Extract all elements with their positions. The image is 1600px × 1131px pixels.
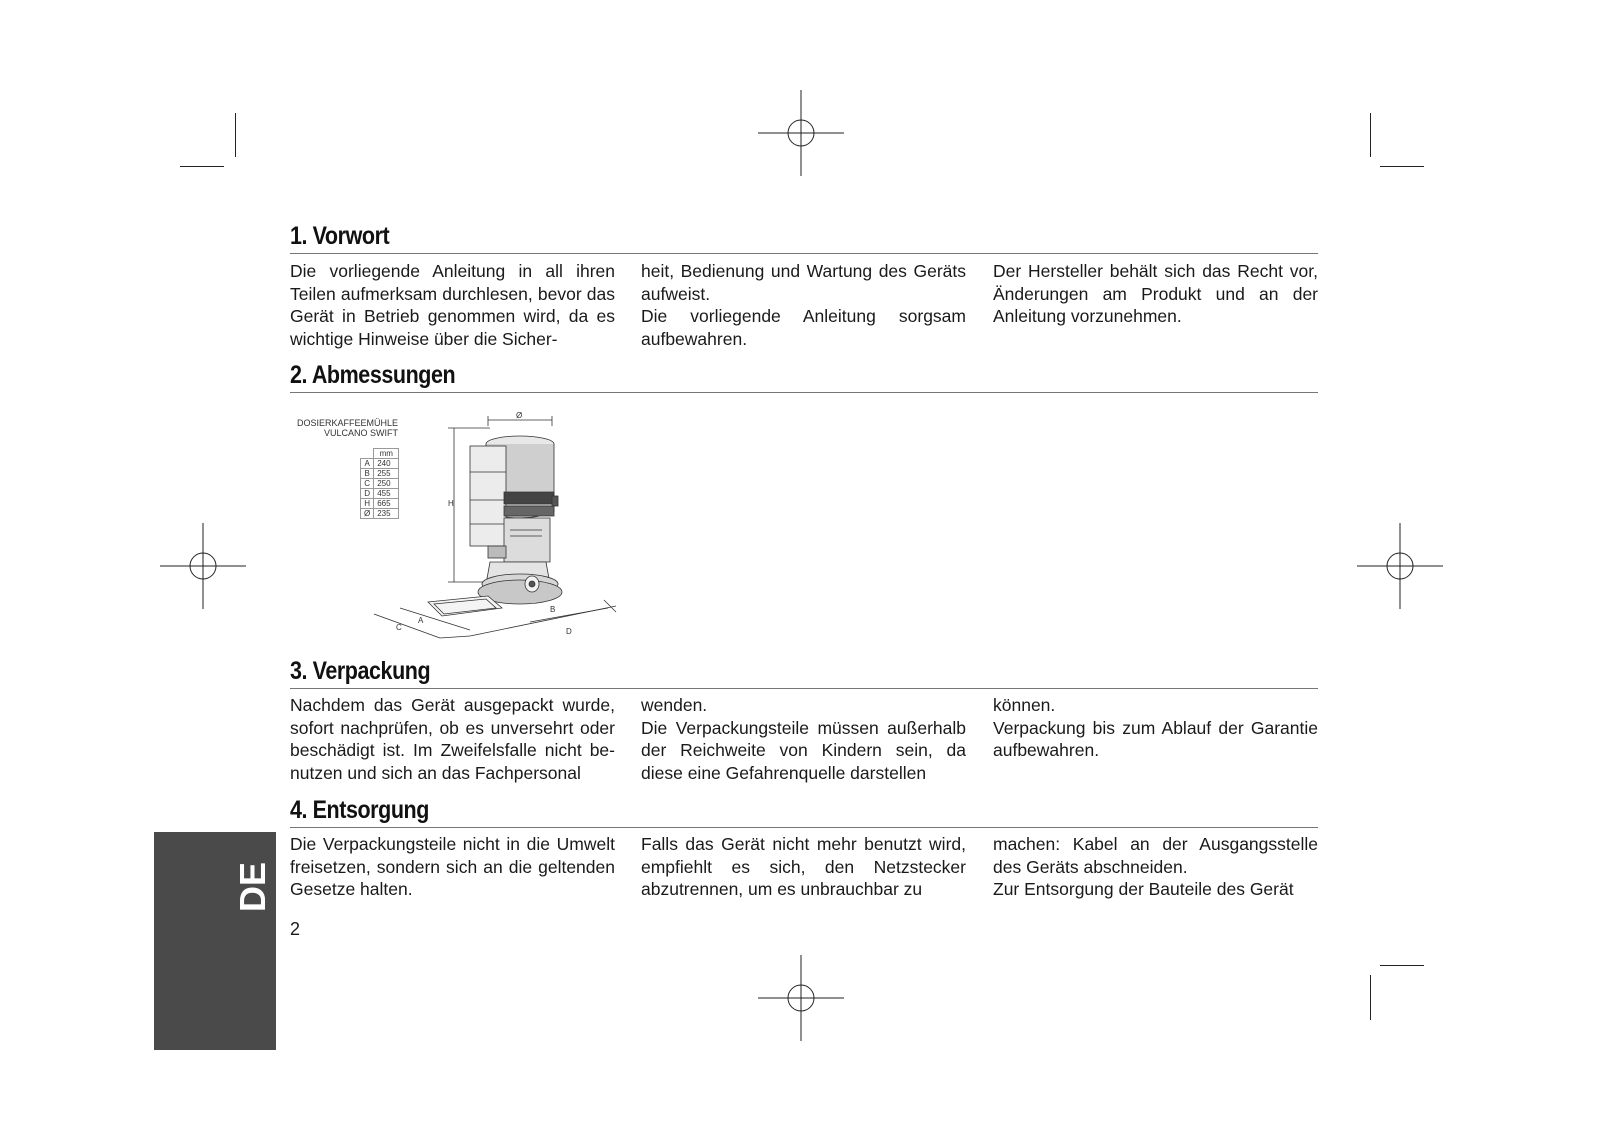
section-divider [290, 253, 1318, 254]
vorwort-text: Die vorliegende Anleitung sorgsam aufbewahren. [641, 306, 966, 349]
height-label: H [448, 499, 454, 508]
diagram-caption-line: VULCANO SWIFT [323, 428, 398, 438]
language-tab-label: DE [232, 861, 273, 912]
verpackung-text: Verpackung bis zum Ablauf der Garantie aufbewahren. [993, 717, 1318, 760]
vorwort-text: Die vorliegende Anleitung in all ihren Teilen aufmerksam durchlesen, bevor das Gerät in Betrieb genommen wird, da es wichtige Hinweise über die Sicher- [290, 261, 615, 349]
verpackung-text: wenden. [641, 695, 708, 715]
dimension-key: A [361, 459, 374, 469]
section-title-abmessungen: 2. Abmessungen [290, 361, 456, 389]
registration-mark-icon [1357, 523, 1443, 609]
section-divider [290, 688, 1318, 689]
vorwort-column-1 [290, 260, 615, 350]
dimension-key: D [361, 489, 374, 499]
dimensions-diagram [290, 412, 640, 652]
entsorgung-column-2 [641, 833, 966, 901]
registration-mark-icon [758, 90, 844, 176]
dimension-key: Ø [361, 509, 374, 519]
entsorgung-text: Falls das Gerät nicht mehr benutzt wird, empfiehlt es sich, den Netzstecker abzutrennen, um es unbrauchbar zu [641, 834, 966, 899]
entsorgung-column-3 [993, 833, 1318, 901]
crop-mark [235, 113, 236, 157]
dimension-a-label: A [418, 616, 424, 625]
registration-mark-icon [160, 523, 246, 609]
coffee-grinder-drawing [370, 412, 640, 652]
dimension-key: H [361, 499, 374, 509]
page-number: 2 [290, 919, 301, 939]
dimension-d-label: D [566, 627, 572, 636]
verpackung-text: Nachdem das Gerät ausgepackt wurde, sofort nachprüfen, ob es unversehrt oder beschädigt ist. Im Zweifelsfalle nicht be- nutzen und sich an das Fachpersonal [290, 695, 615, 783]
dimension-key: B [361, 469, 374, 479]
section-title-entsorgung: 4. Entsorgung [290, 796, 429, 824]
dimension-key: C [361, 479, 374, 489]
verpackung-text: Die Verpackungsteile müssen außerhalb der Reichweite von Kindern sein, da diese eine Gefahrenquelle darstellen [641, 717, 966, 783]
entsorgung-text: machen: Kabel an der Ausgangsstelle des Geräts abschneiden. [993, 834, 1318, 877]
entsorgung-text: Die Verpackungsteile nicht in die Umwelt freisetzen, sondern sich an die geltenden Gesetze halten. [290, 834, 615, 899]
section-title-verpackung: 3. Verpackung [290, 657, 431, 685]
verpackung-column-1 [290, 694, 615, 784]
dimension-value: 665 [374, 499, 399, 509]
registration-mark-icon [758, 955, 844, 1041]
dimension-value: 455 [374, 489, 399, 499]
vorwort-column-3 [993, 260, 1318, 328]
dimension-value: 235 [374, 509, 399, 519]
crop-mark [1380, 166, 1424, 167]
verpackung-column-3 [993, 694, 1318, 762]
section-divider [290, 392, 1318, 393]
diagram-caption-line: DOSIERKAFFEEMÜHLE [296, 418, 398, 428]
crop-mark [1380, 965, 1424, 966]
crop-mark [1370, 113, 1371, 157]
diameter-label: Ø [516, 412, 523, 420]
vorwort-column-2 [641, 260, 966, 350]
crop-mark [180, 166, 224, 167]
dimension-b-label: B [550, 605, 556, 614]
crop-mark [1370, 975, 1371, 1020]
entsorgung-text: Zur Entsorgung der Bauteile des Gerät [993, 879, 1294, 899]
dimension-value: 255 [374, 469, 399, 479]
verpackung-text: können. [993, 695, 1056, 715]
unit-header: mm [374, 449, 399, 459]
section-title-vorwort: 1. Vorwort [290, 222, 390, 250]
verpackung-column-2 [641, 694, 966, 784]
vorwort-text: heit, Bedienung und Wartung des Geräts aufweist. [641, 261, 966, 304]
section-divider [290, 827, 1318, 828]
dimension-value: 250 [374, 479, 399, 489]
dimension-value: 240 [374, 459, 399, 469]
dimension-c-label: C [396, 623, 402, 632]
entsorgung-column-1 [290, 833, 615, 901]
vorwort-text: Der Hersteller behält sich das Recht vor, Änderungen am Produkt und an der Anleitung vorzunehmen. [993, 261, 1318, 326]
